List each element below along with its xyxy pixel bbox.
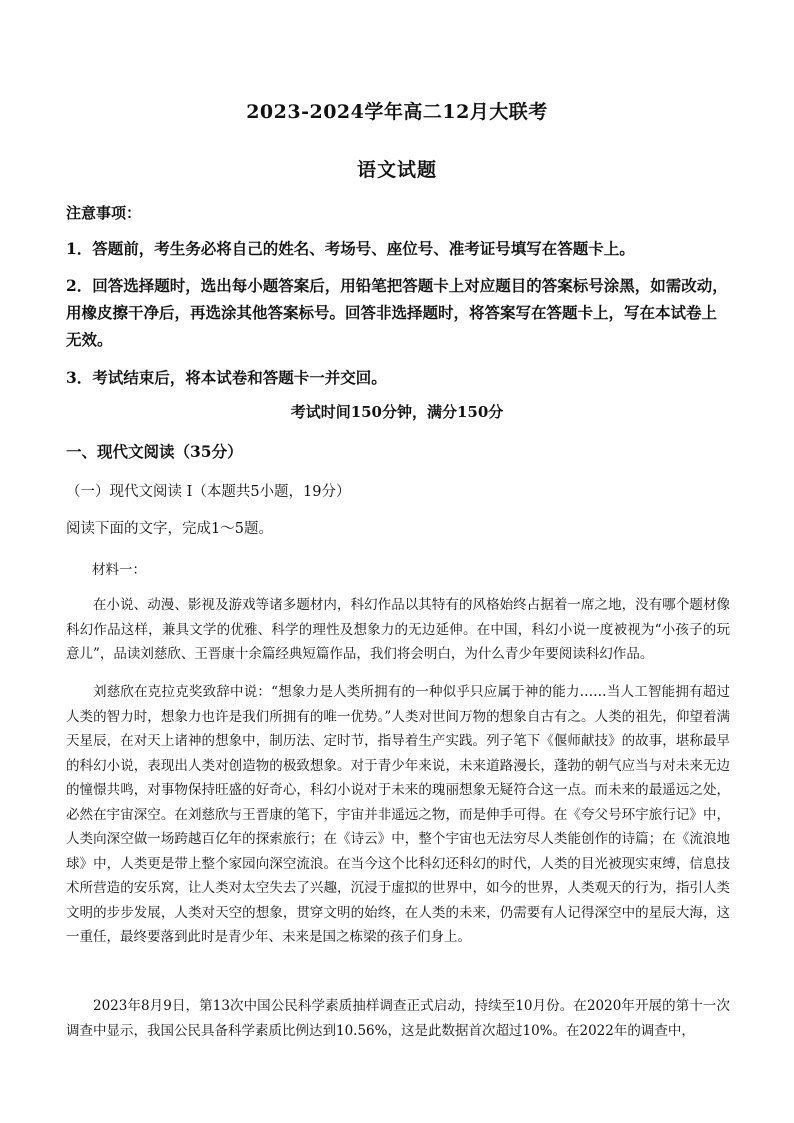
exam-subtitle: 语文试题: [356, 159, 437, 181]
exam-title: 2023-2024学年高二12月大联考: [246, 101, 548, 123]
notice-item-3: 3．考试结束后，将本试卷和答题卡一并交回。: [66, 368, 387, 387]
exam-time-info: 考试时间150分钟，满分150分: [290, 403, 504, 421]
passage-paragraph-1: 在小说、动漫、影视及游戏等诸多题材内，科幻作品以其特有的风格始终占据着一席之地，没有哪个题材像科幻作品这样，兼具文学的优雅、科学的理性及想象力的无边延伸。在中国，科幻小说一度被视为“小孩子的玩意儿”，品读刘慈欣、王晋康十余篇经典短篇作品，我们将会明白，为什么青少年要阅读科幻作品。: [66, 597, 730, 662]
material-label: 材料一：: [92, 562, 146, 578]
passage-paragraph-3: 2023年8月9日，第13次中国公民科学素质抽样调查正式启动，持续至10月份。在2020年开展的第十一次调查中显示，我国公民具备科学素质比例达到10.56%，这是此数据首次超过10%。在2022年的调查中，: [66, 998, 730, 1039]
passage-paragraph-2: 刘慈欣在克拉克奖致辞中说：“想象力是人类所拥有的一种似乎只应属于神的能力……当人工智能拥有超过人类的智力时，想象力也许是我们所拥有的唯一优势。”人类对世间万物的想象自古有之。人类的祖先，仰望着满天星辰，在对天上诸神的想象中，制历法、定时节，指导着生产实践。列子笔下《偃师献技》的故事，堪称最早的科幻小说，表现出人类对创造物的极致想象。对于青少年来说，未来道路漫长，蓬勃的朝气应当与对未来无边的憧憬共鸣，对事物保持旺盛的好奇心，科幻小说对于未来的瑰丽想象无疑符合这一点。而未来的最遥远之处，必然在宇宙深空。在刘慈欣与王晋康的笔下，宇宙并非遥远之物，而是伸手可得。在《夸父号环宇旅行记》中，人类向深空做一场跨越百亿年的探索旅行；在《诗云》中，整个宇宙也无法穷尽人类能创作的诗篇；在《流浪地球》中，人类更是带上整个家园向深空流浪。在当今这个比科幻还科幻的时代，人类的目光被现实束缚，信息技术所营造的安乐窝，让人类对太空失去了兴趣，沉浸于虚拟的世界中，如今的世界，人类观天的行为，指引人类文明的步步发展，人类对天空的想象，贯穿文明的始终，在人类的未来，仍需要有人记得深空中的星辰大海，这一重任，最终要落到此时是青少年、未来是国之栋梁的孩子们身上。: [66, 684, 730, 945]
notice-heading: 注意事项：: [66, 204, 142, 222]
notice-item-1: 1．答题前，考生务必将自己的姓名、考场号、座位号、准考证号填写在答题卡上。: [66, 239, 635, 258]
notice-item-2: 2．回答选择题时，选出每小题答案后，用铅笔把答题卡上对应题目的答案标号涂黑，如需改动，用橡皮擦干净后，再选涂其他答案标号。回答非选择题时，将答案写在答题卡上，写在本试卷上无效。: [66, 276, 728, 349]
section-heading: 一、现代文阅读（35分）: [66, 442, 243, 461]
reading-instruction: 阅读下面的文字，完成1～5题。: [66, 521, 273, 537]
subsection-heading: （一）现代文阅读 I（本题共5小题，19分）: [66, 484, 351, 500]
